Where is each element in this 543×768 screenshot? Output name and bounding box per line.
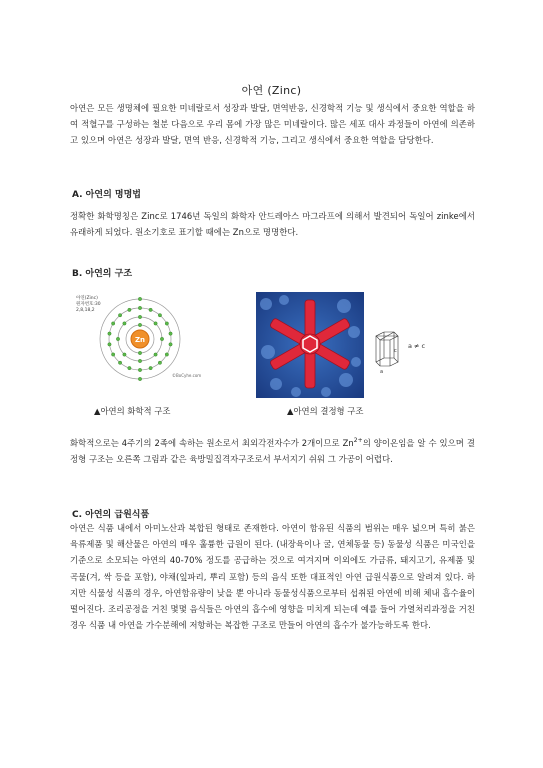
- section-b-heading: B. 아연의 구조: [72, 269, 133, 279]
- electron: [169, 343, 172, 346]
- lattice-a-label: a: [380, 369, 384, 375]
- electron: [154, 322, 157, 325]
- section-b-text-part2: 의 양이온임을 알 수 있으며 결정형 구조는 오른쪽 그림과 같은 육방밀집격자구조로서 부서지기 쉬워 그 가공이 어렵다.: [70, 438, 475, 465]
- atom-symbol: Zn: [134, 336, 146, 344]
- electron: [138, 359, 141, 362]
- electron: [165, 322, 168, 325]
- zinc-atom-diagram: [76, 291, 202, 383]
- electron: [128, 366, 131, 369]
- document-title: 아연 (Zinc): [241, 84, 302, 97]
- section-a-heading: A. 아연의 명명법: [72, 190, 141, 200]
- atom-label-number: 원자번호:30: [76, 302, 101, 307]
- electron: [169, 332, 172, 335]
- electron: [138, 306, 141, 309]
- section-c-heading: C. 아연의 급원식품: [72, 510, 150, 520]
- electron: [111, 353, 114, 356]
- electron: [158, 361, 161, 364]
- atom-label-name: 아연(Zinc): [76, 296, 98, 301]
- hexagonal-lattice-diagram: [368, 328, 438, 374]
- section-b-paragraph: [70, 435, 475, 467]
- electron: [149, 308, 152, 311]
- lattice-c-label: c: [394, 348, 397, 354]
- section-a-paragraph: 정확한 화학명칭은 Zinc로 1746년 독일의 화학자 안드레아스 마그라프에 의해서 발견되어 독일어 zinke에서 유래하게 되었다. 원소기호로 표기할 때에는 Zn으로 명명한다.: [70, 211, 475, 238]
- electron: [123, 322, 126, 325]
- intro-paragraph: 아연은 모든 생명체에 필요한 미네랄로서 성장과 발달, 면역반응, 신경학적 기능 및 생식에서 중요한 역할을 하여 적혈구를 구성하는 철분 다음으로 우리 몸에 가장 많은 미네랄이다. 많은 세포 대사 과정들이 아연에 의존하고 있으며 아연은 성장과 발달, 면역 반응, 신경학적 기능, 그리고 생식에서 중요한 역할을 담당한다.: [70, 103, 475, 146]
- caption-chemical-structure: ▲아연의 화학적 구조: [94, 406, 171, 416]
- electron: [118, 314, 121, 317]
- electron: [158, 314, 161, 317]
- zinc-crystal-image: [256, 292, 364, 398]
- electron: [138, 377, 141, 380]
- electron: [128, 308, 131, 311]
- lattice-ratio-label: a ≠ c: [408, 342, 426, 350]
- electron: [154, 353, 157, 356]
- electron: [160, 337, 163, 340]
- section-b-text-part1: 화학적으로는 4주기의 2족에 속하는 원소로서 최외각전자수가 2개이므로 Zn: [70, 438, 354, 448]
- caption-crystal-structure: ▲아연의 결정형 구조: [287, 406, 364, 416]
- electron: [138, 315, 141, 318]
- section-c-paragraph: 아연은 식품 내에서 아미노산과 복합된 형태로 존재한다. 아연이 함유된 식품의 범위는 매우 넓으며 특히 붉은 육류제품 및 해산물은 아연의 매우 훌륭한 급원이 된다. (내장육이나 굴, 연체동물 등) 동물성 식품은 미국인을 기준으로 소모되는 아연의 40-70% 정도를 공급하는 것으로 여겨지며 이외에도 가금류, 돼지고기, 유제품 및 곡물(겨, 싹 등을 포함), 야채(잎파리, 뿌리 포함) 등의 음식 또한 대표적인 아연 급원식품으로 알려져 있다. 하지만 식물성 식품의 경우, 아연함유량이 낮을 뿐 아니라 동물성식품으로부터 섭취된 아연에 비해 체내 흡수율이 떨어진다. 조리공정을 거친 몇몇 음식들은 아연의 흡수에 영향을 미치게 되는데 예를 들어 가열처리과정을 거친 경우 식품 내 아연을 가수분해에 저항하는 복잡한 구조로 만들어 아연의 흡수가 불가능하도록 한다.: [70, 523, 475, 631]
- electron: [138, 297, 141, 300]
- electron: [108, 343, 111, 346]
- electron: [138, 368, 141, 371]
- electron: [123, 353, 126, 356]
- electron: [116, 337, 119, 340]
- electron: [111, 322, 114, 325]
- electron: [138, 351, 141, 354]
- electron: [149, 366, 152, 369]
- electron: [138, 323, 141, 326]
- atom-label-shells: 2,8,18,2: [76, 308, 95, 313]
- electron: [118, 361, 121, 364]
- electron: [108, 332, 111, 335]
- electron: [165, 353, 168, 356]
- zinc-ion-charge: 2+: [353, 437, 363, 445]
- atom-credit: ©BoCyhe.com: [172, 373, 202, 378]
